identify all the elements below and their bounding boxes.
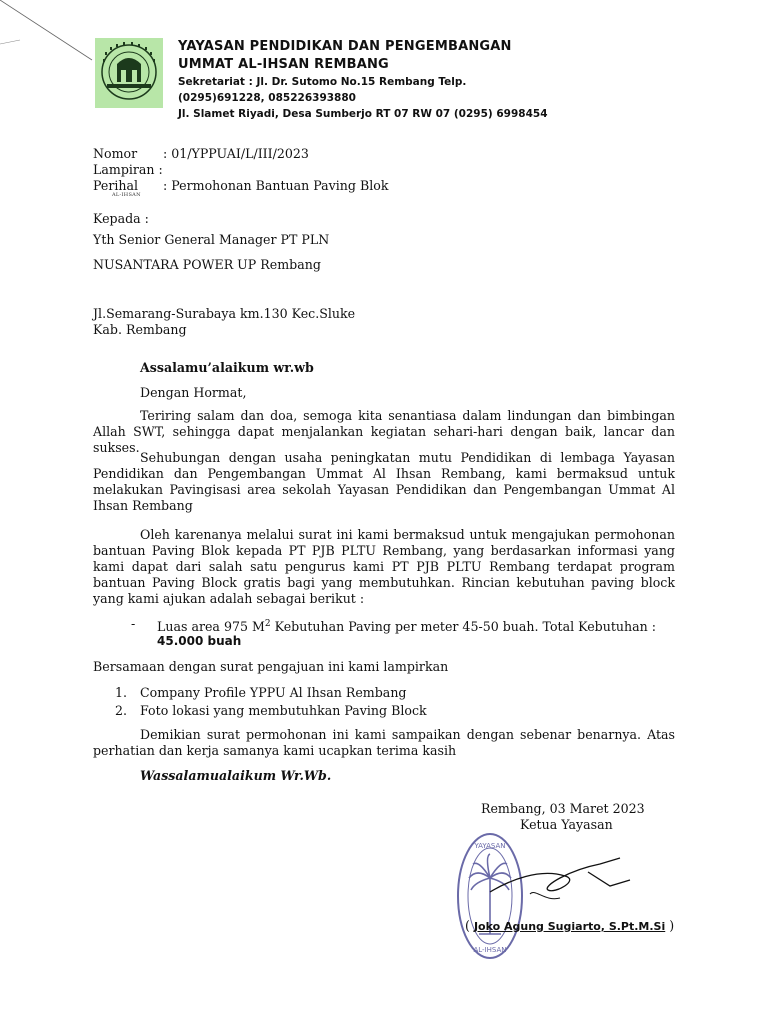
recipient-address1: Jl.Semarang-Surabaya km.130 Kec.Sluke	[93, 306, 356, 321]
org-name-line2: UMMAT AL-IHSAN REMBANG	[178, 57, 389, 72]
attach-intro: Bersamaan dengan surat pengajuan ini kami lampirkan	[93, 659, 449, 674]
nomor-value: : 01/YPPUAI/L/III/2023	[163, 146, 309, 161]
tiny-mark: AL-IHSAN	[112, 192, 141, 198]
attachment-num-2: 2.	[115, 703, 128, 718]
foundation-logo	[95, 38, 163, 108]
bullet-superscript: 2	[264, 619, 271, 629]
nomor-label: Nomor	[93, 146, 138, 161]
stamp-text-top: YAYASAN	[474, 842, 506, 850]
signer-name-line	[465, 918, 674, 933]
lampiran-label: Lampiran :	[93, 162, 163, 177]
nomor-row	[93, 146, 309, 162]
paragraph-2: Sehubungan dengan usaha peningkatan mutu Pendidikan di lembaga Yayasan Pendidikan dan Pengembangan Ummat Al Ihsan Rembang, kami bermaksud untuk melakukan Pavingisasi area sekolah Yayasan Pendidikan dan Pengembangan Ummat Al Ihsan Rembang	[93, 450, 675, 513]
lampiran-row	[93, 162, 163, 178]
paren-open: (	[465, 918, 470, 933]
kepada-label: Kepada :	[93, 211, 149, 226]
bullet-text-b: Kebutuhan Paving per meter 45-50 buah. Total Kebutuhan :	[270, 619, 656, 635]
bullet-dash: -	[131, 616, 136, 631]
handwritten-signature	[470, 850, 640, 910]
letterhead	[178, 38, 658, 122]
address-line3: Jl. Slamet Riyadi, Desa Sumberjo RT 07 RW 07 (0295) 6998454	[178, 108, 548, 120]
scan-edge-line	[0, 0, 100, 70]
bullet-total: 45.000 buah	[157, 634, 242, 648]
org-name-line1: YAYASAN PENDIDIKAN DAN PENGEMBANGAN	[178, 39, 512, 54]
attachment-text-1: Company Profile YPPU Al Ihsan Rembang	[140, 685, 407, 700]
recipient-line1: Yth Senior General Manager PT PLN	[93, 232, 330, 247]
attachment-text-2: Foto lokasi yang membutuhkan Paving Block	[140, 703, 427, 718]
attachment-num-1: 1.	[115, 685, 128, 700]
paragraph-3: Oleh karenanya melalui surat ini kami bermaksud untuk mengajukan permohonan bantuan Paving Blok kepada PT PJB PLTU Rembang, yang berdasarkan informasi yang kami dapat dari salah satu pengurus kami PT PJB PLTU Rembang terdapat program bantuan Paving Block gratis bagi yang membutuhkan. Rincian kebutuhan paving block yang kami ajukan adalah sebagai berikut :	[93, 527, 675, 606]
address-line1: Sekretariat : Jl. Dr. Sutomo No.15 Rembang Telp.	[178, 76, 467, 88]
address-line2: (0295)691228, 085226393880	[178, 92, 356, 104]
greeting-salam: Assalamu’alaikum wr.wb	[140, 360, 314, 375]
recipient-address2: Kab. Rembang	[93, 322, 187, 337]
place-date: Rembang, 03 Maret 2023	[481, 801, 645, 816]
wassalam: Wassalamualaikum Wr.Wb.	[140, 768, 332, 783]
closing-paragraph: Demikian surat permohonan ini kami sampaikan dengan sebenar benarnya. Atas perhatian dan kerja samanya kami ucapkan terima kasih	[93, 727, 675, 758]
signer-name: Joko Agung Sugiarto, S.Pt.M.Si	[473, 920, 666, 933]
paren-close: )	[669, 918, 675, 933]
signer-position: Ketua Yayasan	[520, 817, 613, 832]
greeting-hormat: Dengan Hormat,	[140, 385, 247, 400]
perihal-value: : Permohonan Bantuan Paving Blok	[163, 178, 389, 193]
bullet-text-a: Luas area 975 M	[157, 619, 265, 635]
perihal-label: Perihal	[93, 178, 139, 193]
paragraph-1: Teriring salam dan doa, semoga kita senantiasa dalam lindungan dan bimbingan Allah SWT, sehingga dapat menjalankan kegiatan sehari-hari dengan baik, lancar dan sukses.	[93, 408, 675, 455]
recipient-line2: NUSANTARA POWER UP Rembang	[93, 257, 321, 272]
stamp-text-bottom: AL-IHSAN	[473, 946, 507, 954]
